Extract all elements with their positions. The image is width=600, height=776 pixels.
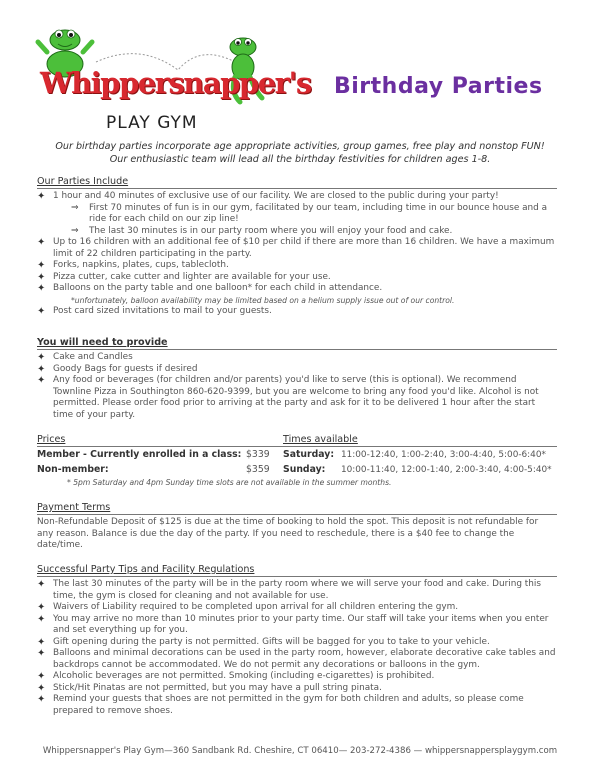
list-item: ✦ Cake and Candles — [37, 352, 133, 363]
sub-list-item: ⇒ The last 30 minutes is in our party room where you will enjoy your food and cake. — [71, 225, 453, 236]
times-heading: Times available — [283, 434, 358, 445]
section-heading: Payment Terms — [37, 502, 557, 515]
plus-bullet-icon: ✦ — [37, 602, 46, 613]
intro-line-1: Our birthday parties incorporate age appropriate activities, group games, free play and nonstop FUN! — [55, 141, 545, 152]
plus-bullet-icon: ✦ — [37, 613, 46, 625]
list-item: ✦ Post card sized invitations to mail to your guests. — [37, 305, 272, 317]
logo-subtitle: PLAY GYM — [106, 113, 198, 133]
list-item: ✦ Remind your guests that shoes are not permitted in the gym for both children and adults, so please come prepared to remove shoes. — [37, 694, 524, 716]
plus-bullet-icon: ✦ — [37, 375, 46, 386]
intro-line-2: Our enthusiastic team will lead all the birthday festivities for children ages 1-8. — [109, 154, 491, 165]
plus-bullet-icon: ✦ — [37, 682, 46, 694]
time-slots: 11:00-12:40, 1:00-2:40, 3:00-4:40, 5:00-6:40* — [341, 450, 546, 460]
time-day: Saturday: — [283, 449, 335, 460]
footer-contact: Whippersnapper's Play Gym—360 Sandbank Rd. Cheshire, CT 06410— 203-272-4386 — whippersnappersplaygym.com — [42, 746, 558, 756]
list-item: ✦ Goody Bags for guests if desired — [37, 363, 198, 375]
section-heading: Successful Party Tips and Facility Regulations — [37, 564, 557, 577]
plus-bullet-icon: ✦ — [37, 363, 46, 375]
page-title: Birthday Parties — [334, 74, 543, 99]
prices-times-heading — [37, 434, 557, 447]
list-item: ✦ Pizza cutter, cake cutter and lighter are available for your use. — [37, 271, 331, 283]
prices-heading: Prices — [37, 434, 66, 445]
price-label: Non-member: — [37, 464, 109, 475]
list-item: ✦ Waivers of Liability required to be completed upon arrival for all children entering the gym. — [37, 602, 459, 613]
price-label: Member - Currently enrolled in a class: — [37, 449, 242, 460]
list-item: ✦ Balloons on the party table and one balloon* for each child in attendance. *unfortunately, balloon availability may be limited based on a helium supply issue out of our control. — [37, 283, 557, 306]
times-note: * 5pm Saturday and 4pm Sunday time slots are not available in the summer months. — [67, 478, 392, 487]
section-payment-terms — [37, 502, 557, 552]
section-parties-include — [37, 176, 557, 317]
price-value: $339 — [246, 449, 270, 460]
list-item: ✦ Stick/Hit Pinatas are not permitted, but you may have a pull string pinata. — [37, 682, 382, 694]
plus-bullet-icon: ✦ — [37, 283, 46, 294]
arrow-right-icon: ⇒ — [71, 225, 79, 236]
arrow-right-icon: ⇒ — [71, 202, 79, 213]
price-row-nonmember — [37, 463, 557, 477]
plus-bullet-icon: ✦ — [37, 636, 46, 648]
plus-bullet-icon: ✦ — [37, 271, 46, 283]
list-item: ✦ The last 30 minutes of the party will be in the party room where we will serve your food and cake. During this time, the gym is closed for cleaning and not available for use. — [37, 579, 541, 601]
section-provide — [37, 337, 557, 421]
list-item: ✦ Any food or beverages (for children and/or parents) you'd like to serve (this is optional). We recommend Townline Pizza in Southington 860-620-9399, but you are welcome to bring any food you'd like. Alcohol is not permitted. Please order food prior to arriving at the party and ask for it to be delivered 1 hour after the start time of your party. — [37, 375, 539, 420]
price-row-member — [37, 448, 557, 462]
plus-bullet-icon: ✦ — [37, 305, 46, 317]
plus-bullet-icon: ✦ — [37, 694, 46, 705]
list-item: ✦ You may arrive no more than 10 minutes prior to your party time. Our staff will take your items when you enter and set everything up for you. — [37, 613, 549, 635]
plus-bullet-icon: ✦ — [37, 648, 46, 659]
section-heading: Our Parties Include — [37, 176, 557, 189]
list-item: ✦ Balloons and minimal decorations can be used in the party room, however, elaborate decorative cake tables and backdrops cannot be accommodated. We do not permit any decorations or balloons in the gym. — [37, 648, 556, 670]
list-item: ✦ Alcoholic beverages are not permitted. Smoking (including e-cigarettes) is prohibited. — [37, 671, 435, 682]
list-item: ✦ Forks, napkins, plates, cups, tablecloth. — [37, 260, 229, 271]
plus-bullet-icon: ✦ — [37, 671, 46, 682]
payment-text: Non-Refundable Deposit of $125 is due at the time of booking to hold the spot. This deposit is not refundable for any reason. Balance is due the day of the party. If you need to reschedule, there is a $40 fee to change the date/time. — [37, 517, 539, 550]
plus-bullet-icon: ✦ — [37, 191, 46, 202]
section-heading: You will need to provide — [37, 337, 557, 350]
section-prices-times — [37, 434, 557, 489]
list-item: ✦ Gift opening during the party is not permitted. Gifts will be bagged for you to take to your vehicle. — [37, 636, 490, 648]
section-tips-regulations — [37, 564, 557, 717]
price-value: $359 — [246, 464, 270, 475]
plus-bullet-icon: ✦ — [37, 579, 46, 590]
plus-bullet-icon: ✦ — [37, 260, 46, 271]
balloon-note: *unfortunately, balloon availability may be limited based on a helium supply issue out of our control. — [71, 295, 455, 305]
time-slots: 10:00-11:40, 12:00-1:40, 2:00-3:40, 4:00-5:40* — [341, 465, 552, 475]
time-day: Sunday: — [283, 464, 326, 475]
plus-bullet-icon: ✦ — [37, 352, 46, 363]
list-item: ✦ 1 hour and 40 minutes of exclusive use of our facility. We are closed to the public during your party! ⇒ First 70 minutes of fun is in our gym, facilitated by our team, including time in our bounce house and a ride for each child on our zip line! ⇒ The last 30 minutes is in our party room where you will enjoy your food and cake. — [37, 191, 557, 237]
logo — [30, 22, 311, 133]
list-item: ✦ Up to 16 children with an additional fee of $10 per child if there are more than 16 children. We have a maximum limit of 22 children participating in the party. — [37, 237, 555, 259]
logo-wordmark: Whippersnapper's — [40, 66, 311, 100]
plus-bullet-icon: ✦ — [37, 237, 46, 248]
sub-list-item: ⇒ First 70 minutes of fun is in our gym, facilitated by our team, including time in our bounce house and a ride for each child on our zip line! — [71, 202, 548, 224]
intro-text — [0, 140, 600, 166]
